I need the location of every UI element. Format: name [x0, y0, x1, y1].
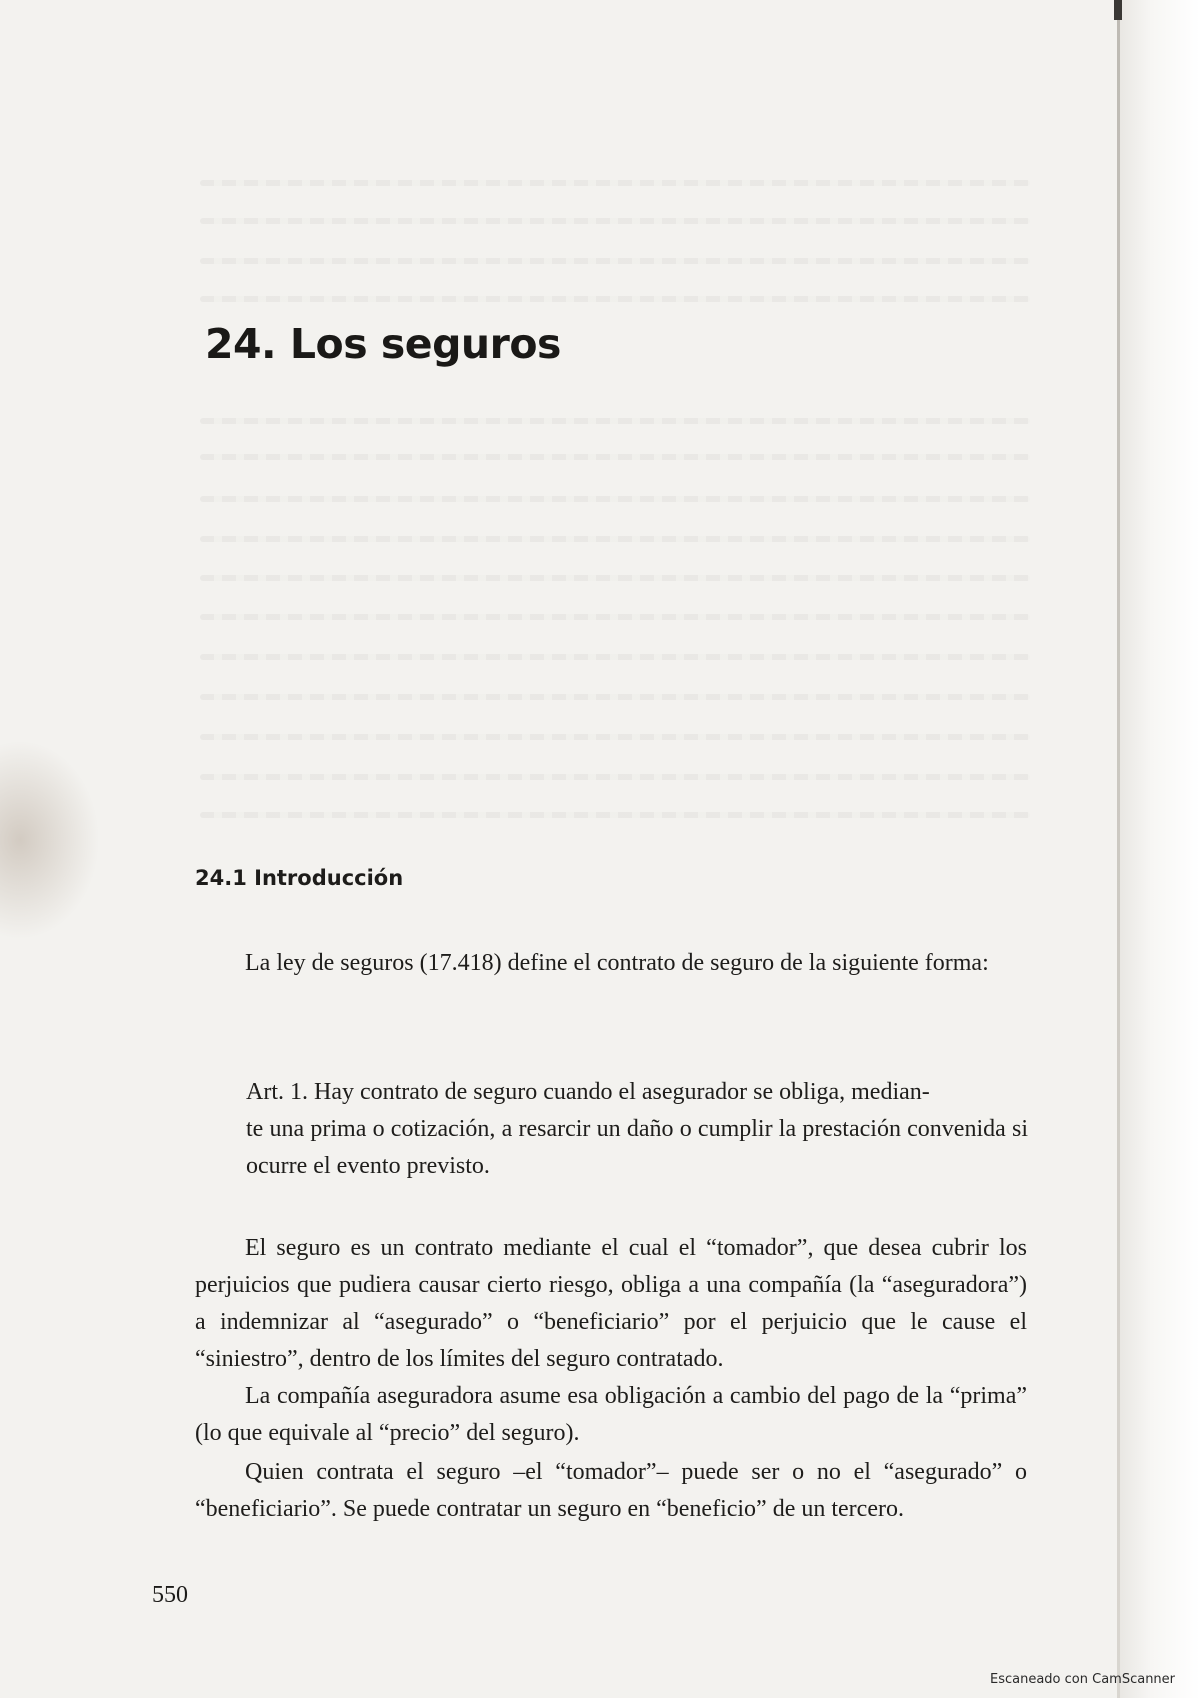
corner-mark	[1114, 0, 1122, 20]
bleed-through-line	[200, 614, 1030, 620]
article-quote	[246, 1074, 1028, 1185]
chapter-title: 24. Los seguros	[205, 320, 561, 368]
bleed-through-line	[200, 774, 1030, 780]
page-edge	[1118, 0, 1200, 1698]
finger-shadow	[0, 740, 100, 940]
bleed-through-line	[200, 454, 1030, 460]
paragraph-policyholder: Quien contrata el seguro –el “tomador”– puede ser o no el “asegurado” o “beneficiario”. Se puede contratar un seguro en “beneficio” de un tercero.	[195, 1459, 1027, 1522]
bleed-through-line	[200, 218, 1030, 224]
bleed-through-line	[200, 536, 1030, 542]
paragraph-premium: La compañía aseguradora asume esa obligación a cambio del pago de la “prima” (lo que equivale al “precio” del seguro).	[195, 1383, 1027, 1446]
scanner-watermark: Escaneado con CamScanner	[990, 1672, 1176, 1687]
bleed-through-line	[200, 812, 1030, 818]
bleed-through-line	[200, 258, 1030, 264]
bleed-through-line	[200, 654, 1030, 660]
page-number: 550	[152, 1582, 188, 1608]
section-heading: 24.1 Introducción	[195, 866, 404, 890]
article-quote-first-line: Art. 1. Hay contrato de seguro cuando el asegurador se obliga, median-	[246, 1079, 930, 1105]
bleed-through-line	[200, 418, 1030, 424]
bleed-through-line	[200, 180, 1030, 186]
bleed-through-line	[200, 575, 1030, 581]
page-fold-line	[1117, 0, 1120, 1698]
article-quote-rest: te una prima o cotización, a resarcir un daño o cumplir la prestación convenida si ocurre el evento previsto.	[246, 1116, 1028, 1179]
paragraph-law-definition: La ley de seguros (17.418) define el contrato de seguro de la siguiente forma:	[245, 950, 989, 976]
paragraph-insurance-contract: El seguro es un contrato mediante el cual el “tomador”, que desea cubrir los perjuicios que pudiera causar cierto riesgo, obliga a una compañía (la “aseguradora”) a indemnizar al “asegurado” o “beneficiario” por el perjuicio que le cause el “siniestro”, dentro de los límites del seguro contratado.	[195, 1235, 1027, 1372]
bleed-through-line	[200, 734, 1030, 740]
bleed-through-line	[200, 296, 1030, 302]
bleed-through-line	[200, 496, 1030, 502]
bleed-through-line	[200, 694, 1030, 700]
